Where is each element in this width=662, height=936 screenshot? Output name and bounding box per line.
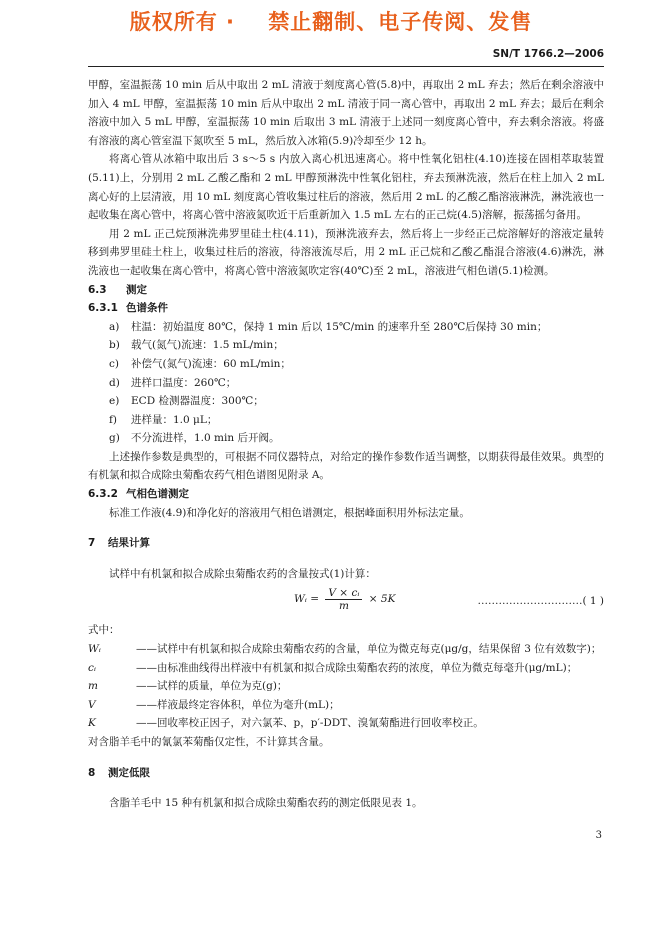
section-heading-6-3: 6.3 测定 <box>88 283 147 296</box>
section-heading-8: 8 测定低限 <box>88 766 150 779</box>
paragraph: 含脂羊毛中 15 种有机氯和拟合成除虫菊酯农药的测定低限见表 1。 <box>109 797 423 810</box>
definition-item: cᵢ ——由标准曲线得出样液中有机氯和拟合成除虫菊酯农药的浓度，单位为微克每毫升(μg/mL)； <box>88 661 578 674</box>
definition-item: m ——试样的质量，单位为克(g)； <box>88 680 288 693</box>
list-item: g) 不分流进样，1.0 min 后开阀。 <box>109 432 280 445</box>
paragraph: 将离心管从冰箱中取出后 3 s～5 s 内放入离心机迅速离心。将中性氧化铝柱(4.10)连接在固相萃取装置(5.11)上，分别用 2 mL 乙酸乙酯和 2 mL 甲醇预淋洗中性氧化铝柱，弃去预淋洗液，然后在柱上加入 2 mL 离心好的上层清液，用 10 mL 刻度离心管收集过柱后的溶液，然后用 2 mL 的乙酸乙酯溶液淋洗，淋洗液也一起收集在离心管中，将离心管中溶液氮吹近干后重新加入 1.5 mL 左右的正己烷(4.5)溶解，振荡摇匀备用。 <box>88 153 604 222</box>
list-item: d) 进样口温度：260℃； <box>109 376 237 389</box>
section-heading-6-3-2: 6.3.2 气相色谱测定 <box>88 488 189 501</box>
list-item: f) 进样量：1.0 μL； <box>109 413 218 426</box>
formula-denominator: m <box>338 600 349 613</box>
formula-lhs: Wᵢ = <box>294 593 320 606</box>
formula-fraction <box>325 587 362 612</box>
list-item: c) 补偿气(氮气)流速：60 mL/min； <box>109 357 291 370</box>
paragraph: 标准工作液(4.9)和净化好的溶液用气相色谱测定，根据峰面积用外标法定量。 <box>109 506 470 519</box>
list-item: a) 柱温：初始温度 80℃，保持 1 min 后以 15℃/min 的速率升至 280℃后保持 30 min； <box>109 320 548 333</box>
definition-item: K ——回收率校正因子，对六氯苯、p，p′-DDT、溴氰菊酯进行回收率校正。 <box>88 717 484 730</box>
watermark-banner: 版权所有 · 禁止翻制、电子传阅、发售 <box>129 10 533 34</box>
page-number: 3 <box>595 830 602 841</box>
formula-rhs: × 5K <box>368 593 396 606</box>
list-item: b) 载气(氮气)流速：1.5 mL/min； <box>109 339 284 352</box>
definition-item: Wᵢ ——试样中有机氯和拟合成除虫菊酯农药的含量，单位为微克每克(μg/g，结果保留 3 位有效数字)； <box>88 643 602 656</box>
paragraph: 用 2 mL 正己烷预淋洗弗罗里硅土柱(4.11)，预淋洗液弃去，然后将上一步经正己烷溶解好的溶液定量转移到弗罗里硅土柱上，收集过柱后的溶液，待溶液流尽后，用 2 mL 正己烷和乙酸乙酯混合溶液(4.6)淋洗，淋洗液也一起收集在离心管中，将离心管中溶液氮吹定容(40℃)至 2 mL，溶液进气相色谱(5.1)检测。 <box>88 227 604 277</box>
paragraph: 甲醇，室温振荡 10 min 后从中取出 2 mL 清液于刻度离心管(5.8)中，再取出 2 mL 弃去；然后在剩余溶液中加入 4 mL 甲醇，室温振荡 10 min 后从中取出 2 mL 清液于同一离心管中，再取出 2 mL 弃去；最后在剩余溶液中加入 5 mL 甲醇，室温振荡 10 min 后取出 3 mL 清液于上述同一刻度离心管中，弃去剩余溶液。将盛有溶液的离心管室温下氮吹至 5 mL，然后放入冰箱(5.9)冷却至少 12 h。 <box>88 79 604 147</box>
document-body <box>88 76 604 813</box>
standard-number: SN/T 1766.2—2006 <box>492 48 604 60</box>
formula-numerator: V × cᵢ <box>325 587 362 600</box>
list-item: e) ECD 检测器温度：300℃； <box>109 395 264 408</box>
header-rule <box>88 66 604 67</box>
section-heading-6-3-1: 6.3.1 色谱条件 <box>88 302 168 315</box>
where-label: 式中： <box>88 624 120 637</box>
paragraph: 对含脂羊毛中的氰氯苯菊酯仅定性，不计算其含量。 <box>88 736 330 748</box>
paragraph: 试样中有机氯和拟合成除虫菊酯农药的含量按式(1)计算： <box>109 567 376 580</box>
paragraph: 上述操作参数是典型的，可根据不同仪器特点，对给定的操作参数作适当调整，以期获得最佳效果。典型的有机氯和拟合成除虫菊酯农药气相色谱图见附录 A。 <box>88 450 604 482</box>
definition-item: V ——样液最终定容体积，单位为毫升(mL)； <box>88 698 340 711</box>
section-heading-7: 7 结果计算 <box>88 537 150 550</box>
formula-number: …………………………( 1 ) <box>477 595 604 608</box>
formula-1 <box>88 585 604 615</box>
